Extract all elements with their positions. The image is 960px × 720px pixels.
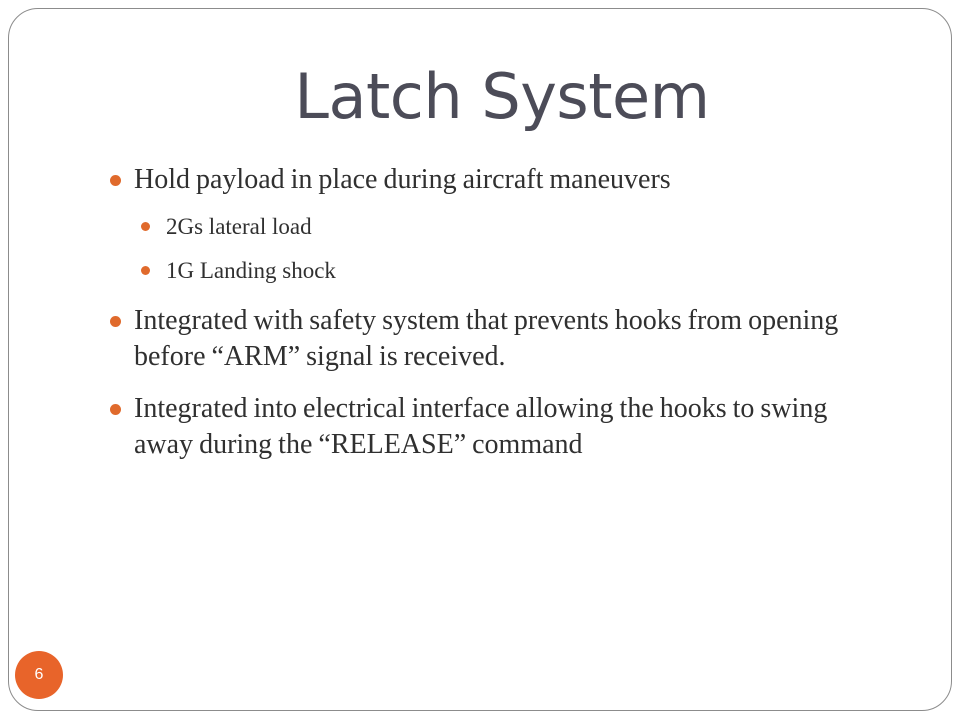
sub-bullet-text: 2Gs lateral load [166, 214, 312, 239]
slide-title: Latch System [294, 60, 710, 133]
bullet-item [104, 303, 864, 375]
bullet-dot-icon [110, 404, 121, 415]
bullet-list [104, 162, 864, 463]
sub-bullet-text: 1G Landing shock [166, 258, 336, 283]
page-number-badge: 6 [15, 651, 63, 699]
bullet-dot-icon [141, 266, 150, 275]
bullet-item [104, 391, 864, 463]
bullet-dot-icon [110, 175, 121, 186]
sub-bullet-item [104, 212, 864, 242]
bullet-dot-icon [141, 222, 150, 231]
bullet-item [104, 162, 864, 198]
sub-bullet-item [104, 256, 864, 286]
bullet-text: Integrated into electrical interface allowing the hooks to swing away during the “RELEASE” command [134, 393, 828, 460]
bullet-text: Hold payload in place during aircraft maneuvers [134, 164, 671, 195]
bullet-dot-icon [110, 316, 121, 327]
bullet-text: Integrated with safety system that prevents hooks from opening before “ARM” signal is received. [134, 305, 839, 372]
